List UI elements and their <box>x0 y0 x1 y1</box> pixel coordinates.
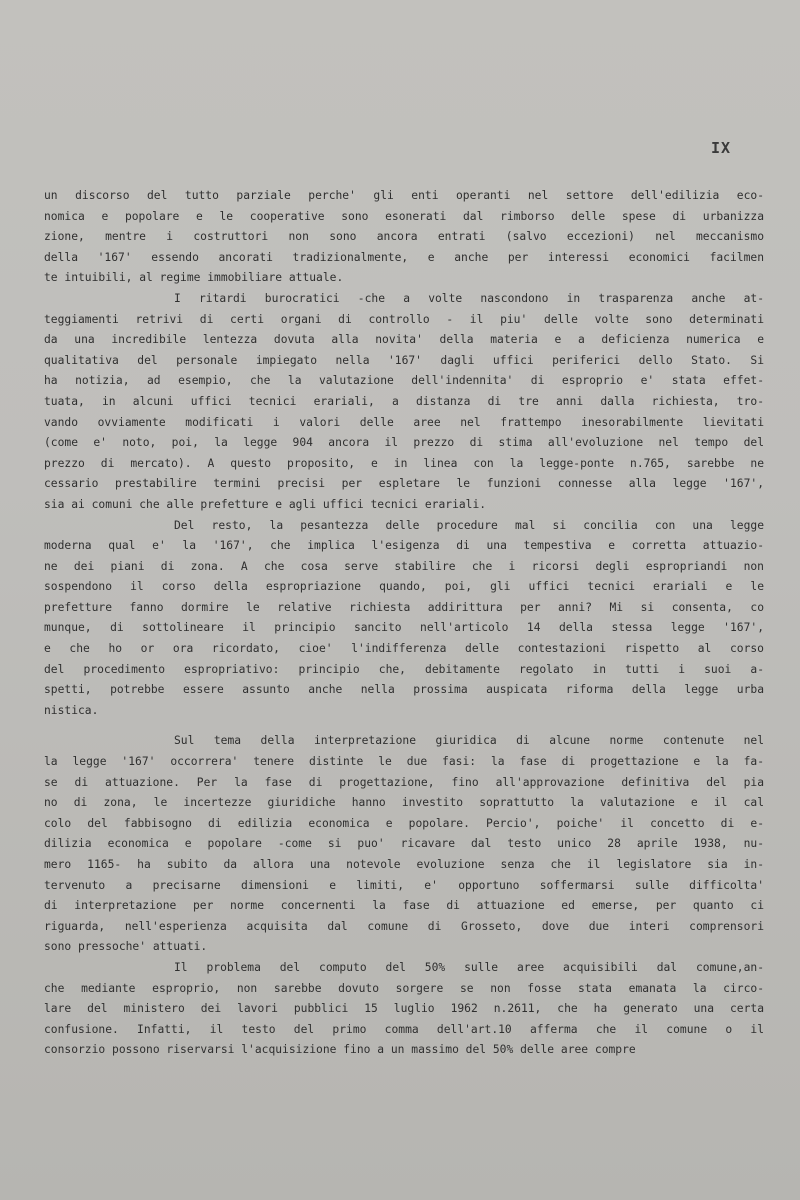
text-line: del procedimento espropriativo: principio che, debitamente regolato in tutti i suoi a- <box>44 662 764 676</box>
text-line: nistica. <box>44 703 99 717</box>
paragraph <box>44 186 764 289</box>
text-line: zione, mentre i costruttori non sono ancora entrati (salvo eccezioni) nel meccanismo <box>44 230 764 244</box>
text-line: Del resto, la pesantezza delle procedure mal si concilia con una legge <box>174 518 764 532</box>
body-text <box>44 186 764 1061</box>
text-line: te intuibili, al regime immobiliare attuale. <box>44 271 344 285</box>
text-line: ha notizia, ad esempio, che la valutazione dell'indennita' di esproprio e' stata effet- <box>44 374 764 388</box>
text-line: moderna qual e' la '167', che implica l'esigenza di una tempestiva e corretta attuazio- <box>44 539 764 553</box>
text-line: tervenuto a precisarne dimensioni e limiti, e' opportuno soffermarsi sulle difficolta' <box>44 878 764 892</box>
text-line: riguarda, nell'esperienza acquisita dal comune di Grosseto, dove due interi comprensori <box>44 919 764 933</box>
text-line: spetti, potrebbe essere assunto anche nella prossima auspicata riforma della legge urba <box>44 683 764 697</box>
paragraph-gap <box>44 721 764 731</box>
text-line: un discorso del tutto parziale perche' gli enti operanti nel settore dell'edilizia eco- <box>44 189 764 202</box>
page-number: IX <box>711 139 732 157</box>
text-line: nomica e popolare e le cooperative sono esonerati dal rimborso delle spese di urbanizza <box>44 209 764 223</box>
text-line: prefetture fanno dormire le relative richiesta addirittura per anni? Mi si consenta, co <box>44 600 764 614</box>
text-line: tuata, in alcuni uffici tecnici erariali, a distanza di tre anni dalla richiesta, tro- <box>44 394 764 408</box>
text-line: sia ai comuni che alle prefetture e agli uffici tecnici erariali. <box>44 497 487 511</box>
text-line: confusione. Infatti, il testo del primo comma dell'art.10 afferma che il comune o il <box>44 1022 764 1036</box>
text-line: prezzo di mercato). A questo proposito, e in linea con la legge-ponte n.765, sarebbe ne <box>44 456 764 470</box>
text-line: lare del ministero dei lavori pubblici 15 luglio 1962 n.2611, che ha generato una certa <box>44 1002 764 1016</box>
text-line: sospendono il corso della espropriazione quando, poi, gli uffici tecnici erariali e le <box>44 580 764 594</box>
text-line: (come e' noto, poi, la legge 904 ancora il prezzo di stima all'evoluzione nel tempo del <box>44 436 764 450</box>
text-line: che mediante esproprio, non sarebbe dovuto sorgere se non fosse stata emanata la circo- <box>44 981 764 995</box>
text-line: e che ho or ora ricordato, cioe' l'indifferenza delle contestazioni rispetto al corso <box>44 642 764 656</box>
text-line: munque, di sottolineare il principio sancito nell'articolo 14 della stessa legge '167', <box>44 621 764 635</box>
text-line: della '167' essendo ancorati tradizionalmente, e anche per interessi economici facilmen <box>44 250 764 264</box>
text-line: qualitativa del personale impiegato nella '167' dagli uffici periferici dello Stato. Si <box>44 353 764 367</box>
paragraph <box>44 516 764 722</box>
text-line: cessario prestabilire termini precisi per espletare le funzioni connesse alla legge '167', <box>44 477 764 491</box>
paragraph <box>44 289 764 516</box>
paragraph <box>44 731 764 958</box>
text-line: sono pressoche' attuati. <box>44 940 208 954</box>
text-line: Sul tema della interpretazione giuridica di alcune norme contenute nel <box>174 734 764 748</box>
paragraph <box>44 958 764 1061</box>
text-line: di interpretazione per norme concernenti la fase di attuazione ed emerse, per quanto ci <box>44 899 764 913</box>
text-line: colo del fabbisogno di edilizia economica e popolare. Percio', poiche' il concetto di e- <box>44 816 764 830</box>
text-line: Il problema del computo del 50% sulle aree acquisibili dal comune,an- <box>174 960 764 974</box>
text-line: se di attuazione. Per la fase di progettazione, fino all'approvazione definitiva del pia <box>44 775 764 789</box>
text-line: dilizia economica e popolare -come si puo' ricavare dal testo unico 28 aprile 1938, nu- <box>44 837 764 851</box>
text-line: consorzio possono riservarsi l'acquisizione fino a un massimo del 50% delle aree compre <box>44 1043 636 1057</box>
text-line: da una incredibile lentezza dovuta alla novita' della materia e a deficienza numerica e <box>44 333 764 347</box>
text-line: teggiamenti retrivi di certi organi di controllo - il piu' delle volte sono determinati <box>44 312 764 326</box>
text-line: no di zona, le incertezze giuridiche hanno investito soprattutto la valutazione e il cal <box>44 796 764 810</box>
text-line: ne dei piani di zona. A che cosa serve stabilire che i ricorsi degli espropriandi non <box>44 559 764 573</box>
text-line: la legge '167' occorrera' tenere distinte le due fasi: la fase di progettazione e la fa- <box>44 755 764 769</box>
text-line: I ritardi burocratici -che a volte nascondono in trasparenza anche at- <box>174 291 764 305</box>
text-line: mero 1165- ha subito da allora una notevole evoluzione senza che il legislatore sia in- <box>44 858 764 871</box>
text-line: vando ovviamente modificati i valori delle aree nel frattempo inesorabilmente lievitati <box>44 415 764 429</box>
